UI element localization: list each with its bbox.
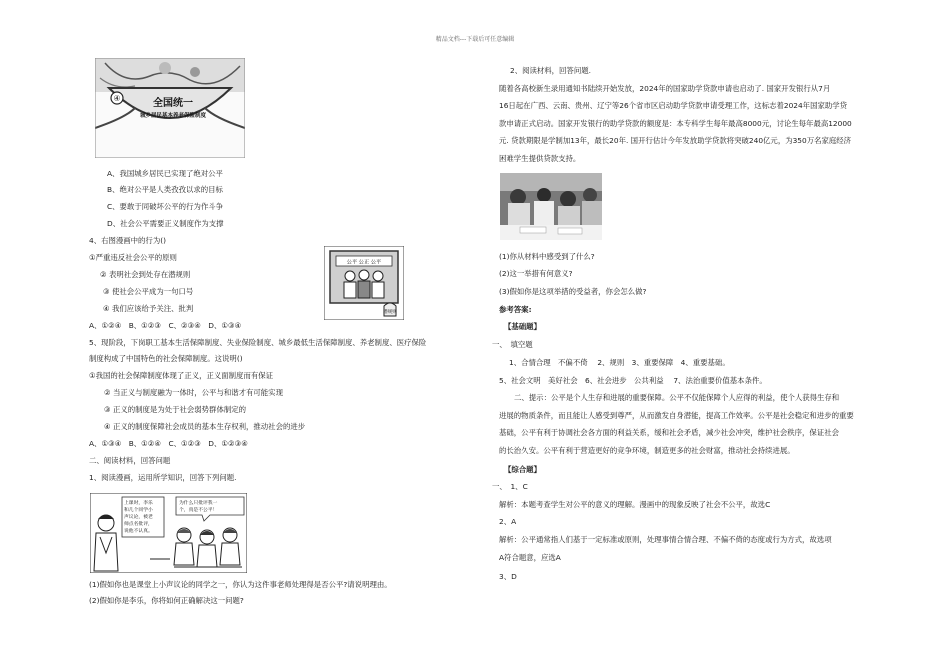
material-line: 元. 贷款期限是学制加13年，最长20年. 国开行估计今年发放助学贷款将突破240亿元，为350万名家庭经济 (499, 136, 852, 145)
answer-line: (1)你从材料中感受到了什么? (499, 252, 595, 261)
question-line: ③ 正义的制度是为处于社会弱势群体制定的 (104, 405, 247, 414)
bowl-title: 全国统一 (153, 98, 193, 109)
cartoon-classroom (90, 493, 247, 573)
question-line: D、社会公平需要正义制度作为支撑 (107, 219, 224, 228)
page-header: 精品文档---下载后可任意编辑 (435, 36, 515, 43)
question-line: B、绝对公平是人类孜孜以求的目标 (107, 185, 223, 194)
answer-line: A符合题意，应选A (499, 553, 561, 562)
material-line: 随着各高校新生录用通知书陆续开始发放，2024年的国家助学贷款申请也启动了. 国家开发银行从7月 (499, 84, 831, 93)
teacher-speech-line: 说他不认真。 (124, 529, 153, 534)
answer-line: 【综合题】 (504, 465, 541, 474)
question-line: A、我国城乡居民已实现了绝对公平 (107, 169, 223, 178)
photo-loan-application (500, 173, 602, 240)
answer-line: 2、A (499, 517, 517, 526)
question-line: 1、阅读漫画，运用所学知识，回答下列问题. (89, 473, 237, 482)
svg-text:上课时，李乐 和几个同学小 声议论， (124, 499, 154, 534)
answer-line: 进展的物质条件，而且能让人感受到尊严，从而激发自身潜能，提高工作效率。公平是社会稳定和进步的重要 (499, 411, 854, 420)
answer-line: 解析：本题考查学生对公平的意义的理解。漫画中的现象反映了社会不公平，故选C (499, 500, 771, 509)
material-line: 款申请正式启动。国家开发银行的助学贷款的额度是：本专科学生每年最高8000元，讨论生每年最高12000 (499, 119, 852, 128)
question-line: 5、现阶段，下岗职工基本生活保障制度、失业保险制度、城乡最低生活保障制度、养老制度、医疗保险 (89, 338, 427, 347)
answer-line: 一、 填空题 (492, 340, 533, 349)
answer-line: 3、D (499, 572, 517, 581)
cartoon-hidden-rules (324, 246, 404, 320)
question-line: ② 当正义与制度融为一体时，公平与和谐才有可能实现 (104, 388, 283, 397)
question-line: ①严重违反社会公平的原则 (89, 253, 177, 262)
question-line: 制度构成了中国特色的社会保障制度。这说明() (89, 354, 243, 363)
bowl-subtitle: 城乡居民基本养老保险制度 (139, 113, 207, 119)
question-line: ④ 我们应该给予关注、批判 (103, 304, 194, 313)
answer-line: (2)这一举措有何意义? (499, 269, 573, 278)
answer-line: 的长治久安。公平有利于营造更好的竞争环境，制造更多的社会财富，推动社会持续进展。 (499, 446, 795, 455)
material-line: 困难学生提供贷款支持。 (499, 154, 581, 163)
material-line: 2、阅读材料，回答问题. (510, 66, 591, 75)
cartoon-pension-bowl (95, 58, 245, 158)
teacher-speech-line: 和几个同学小 (124, 508, 153, 513)
question-line: (1)假如你也是课堂上小声议论的同学之一，你认为这件事老师处理得是否公平?请说明理由。 (89, 580, 392, 589)
answer-line: 基础，公平有利于协调社会各方面的利益关系，缓和社会矛盾，减少社会冲突，维护社会秩序，保证社会 (499, 428, 839, 437)
question-line: (2)假如你是李乐，你将如何正确解决这一问题? (89, 596, 244, 605)
answer-line: 5、社会文明 美好社会 6、社会进步 公共利益 7、法治重要价值基本条件。 (499, 376, 767, 385)
question-line: C、要敢于同破坏公平的行为作斗争 (107, 202, 224, 211)
answer-line: 【基础题】 (504, 322, 541, 331)
answer-line: 一、 1、C (492, 482, 528, 491)
question-line: A、①②④ B、①②③ C、②③④ D、①③④ (89, 321, 242, 330)
answer-line: 1、合情合理 不偏不倚 2、规则 3、重要保障 4、重要基础。 (509, 358, 730, 367)
question-line: ③ 使社会公平成为一句口号 (103, 287, 194, 296)
question-line: 4、右图漫画中的行为() (89, 236, 166, 245)
question-line: ② 表明社会到处存在潜规则 (100, 270, 191, 279)
material-line: 16日起在广西、云南、贵州、辽宁等26个省市区启动助学贷款申请受理工作，这标志着2024年国家助学贷 (499, 101, 848, 110)
answer-line: 参考答案: (499, 305, 532, 314)
answer-line: 解析：公平通常指人们基于一定标准或原则，处理事情合情合理、不偏不倚的态度或行为方式，故选项 (499, 535, 832, 544)
teacher-speech-line: 声议论，被老 (124, 515, 153, 520)
student-speech-line: 为什么只批评我一 (179, 501, 218, 506)
student-speech-line: 个，真是不公平！ (179, 508, 218, 513)
answer-line: 二、提示：公平是个人生存和进展的重要保障。公平不仅能保障个人应得的利益，使个人获得生存和 (514, 393, 840, 402)
question-line: ④ 正义的制度保障社会成员的基本生存权利，推动社会的进步 (104, 422, 306, 431)
question-line: 二、阅读材料，回答问题 (89, 456, 171, 465)
teacher-speech-line: 师点名批评， (124, 522, 153, 527)
teacher-speech-line: 上课时，李乐 (124, 501, 153, 506)
bowl-number: ④ (113, 94, 121, 103)
question-line: A、①③④ B、①②④ C、①②③ D、①②③④ (89, 439, 248, 448)
hidden-rules-tag: 潜规则 (383, 310, 397, 315)
question-line: ①我国的社会保障制度体现了正义，正义面制度而有保证 (89, 371, 274, 380)
board-text: 公平 公正 公平 (346, 259, 382, 266)
answer-line: (3)假如你是这项举措的受益者，你会怎么做? (499, 287, 647, 296)
